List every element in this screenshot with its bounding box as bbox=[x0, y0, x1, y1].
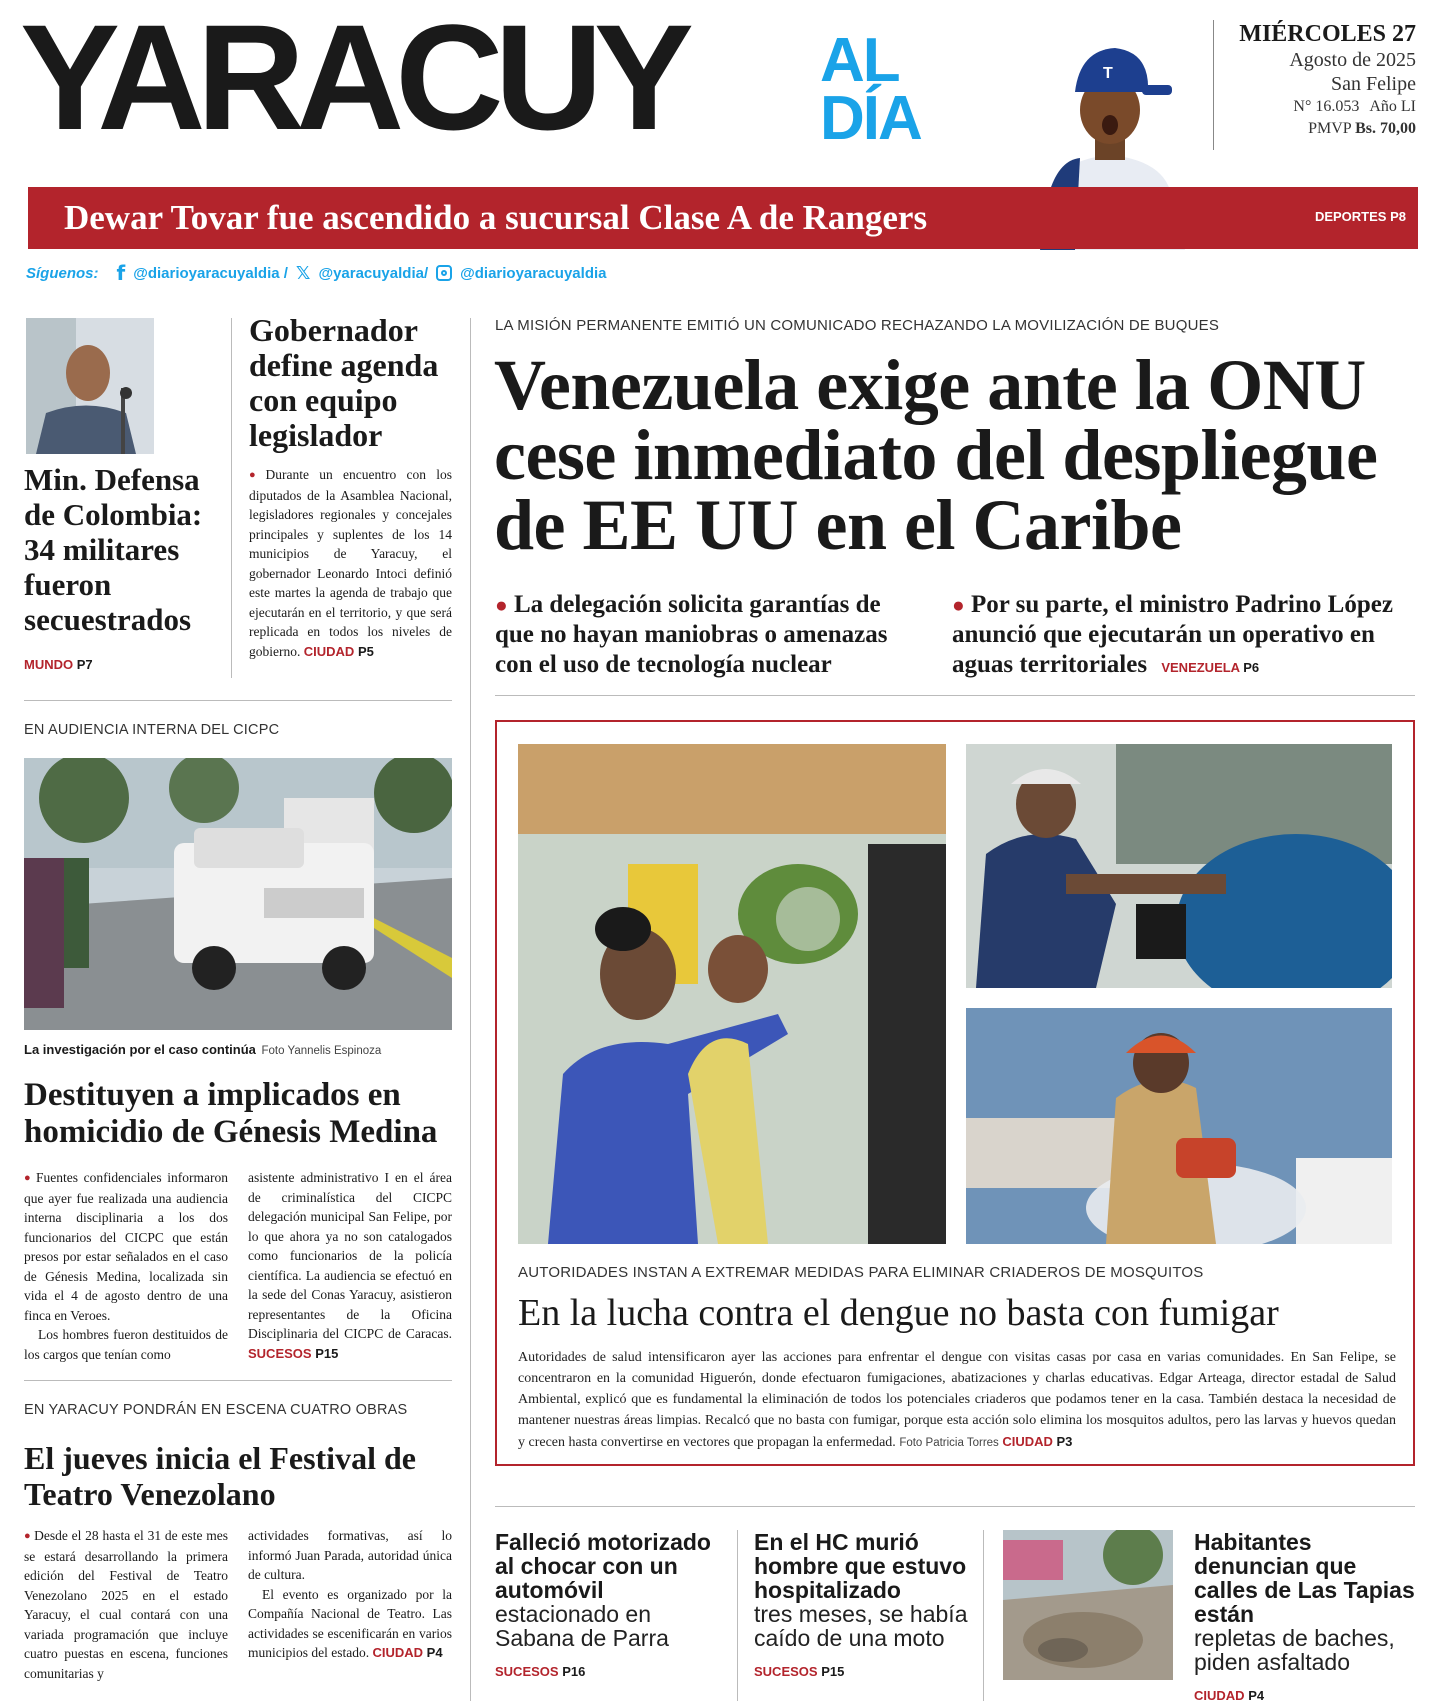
brief-section-ref[interactable]: SUCESOS P16 bbox=[495, 1664, 586, 1679]
banner-headline: Dewar Tovar fue ascendido a sucursal Clase A de Rangers bbox=[64, 198, 928, 237]
dengue-article bbox=[518, 1347, 1396, 1454]
cicpc-caption-text: La investigación por el caso continúa bbox=[24, 1042, 256, 1057]
price-label: PMVP bbox=[1308, 120, 1352, 137]
date-block bbox=[1220, 20, 1416, 140]
dengue-section-ref[interactable]: CIUDAD P3 bbox=[1002, 1434, 1073, 1449]
onu-point-1: ● La delegación solicita garantías de que no hayan maniobras o amenazas con el uso de tecnología nuclear bbox=[495, 591, 888, 678]
teatro-section-ref[interactable]: CIUDAD P4 bbox=[372, 1645, 443, 1660]
onu-point-2: ● Por su parte, el ministro Padrino López anunció que ejecutarán un operativo en aguas territoriales VENEZUELA P6 bbox=[952, 591, 1393, 678]
brief-item[interactable] bbox=[754, 1530, 974, 1679]
dengue-kicker: AUTORIDADES INSTAN A EXTREMAR MEDIDAS PARA ELIMINAR CRIADEROS DE MOSQUITOS bbox=[518, 1264, 1204, 1281]
teatro-body-col1: ● Desde el 28 hasta el 31 de este mes se estará desarrollando la primera edición del Festival de Teatro Venezolano 2025 en el estado Yaracuy, el cual contará con una variada programación que incluye cuatro puestas en escena, funciones comunitarias y bbox=[24, 1526, 228, 1683]
teatro-headline[interactable]: El jueves inicia el Festival de Teatro Venezolano bbox=[24, 1440, 416, 1512]
social-label: Síguenos: bbox=[26, 264, 99, 282]
dengue-fumigation-photo bbox=[966, 1008, 1392, 1244]
date-month: Agosto de 2025 bbox=[1289, 49, 1416, 71]
main-column-divider bbox=[470, 318, 471, 1701]
price-value: Bs. 70,00 bbox=[1355, 120, 1416, 137]
brief-subtitle: repletas de baches, piden asfaltado bbox=[1194, 1625, 1395, 1675]
cicpc-caption bbox=[24, 1042, 381, 1057]
facebook-handle[interactable]: @diarioyaracuyaldia / bbox=[133, 264, 288, 282]
left-divider-2 bbox=[24, 1380, 452, 1381]
brief-subtitle: tres meses, se había caído de una moto bbox=[754, 1601, 968, 1651]
brief-divider-2 bbox=[983, 1530, 984, 1701]
onu-headline[interactable]: Venezuela exige ante la ONU cese inmediato del despliegue de EE UU en el Caribe bbox=[494, 345, 1378, 565]
onu-kicker: LA MISIÓN PERMANENTE EMITIÓ UN COMUNICADO RECHAZANDO LA MOVILIZACIÓN DE BUQUES bbox=[495, 317, 1220, 334]
x-icon[interactable]: 𝕏 bbox=[295, 262, 311, 284]
dengue-water-tank-photo bbox=[966, 744, 1392, 988]
cicpc-photo-credit: Foto Yannelis Espinoza bbox=[261, 1045, 382, 1057]
teatro-body-col2: actividades formativas, así lo informó Juan Parada, autoridad única de cultura. El evento es organizado por la Compañía Nacional de Teatro. Las actividades se escenificarán en varios municipios del estado. CIUDAD P4 bbox=[248, 1528, 452, 1660]
brief-section-ref[interactable]: CIUDAD P4 bbox=[1194, 1688, 1265, 1701]
masthead-logo[interactable] bbox=[20, 0, 950, 161]
las-tapias-street-photo bbox=[1003, 1530, 1173, 1680]
gobernador-article bbox=[249, 465, 452, 661]
brief-divider-1 bbox=[737, 1530, 738, 1701]
onu-divider bbox=[495, 695, 1415, 696]
col-divider-1 bbox=[231, 318, 232, 678]
facebook-icon[interactable]: f bbox=[116, 261, 126, 285]
instagram-handle[interactable]: @diarioyaracuyaldia bbox=[460, 264, 607, 282]
cicpc-section-ref[interactable]: SUCESOS P15 bbox=[248, 1345, 339, 1361]
briefs-divider bbox=[495, 1506, 1415, 1507]
masthead-divider bbox=[1213, 20, 1214, 150]
banner-section-ref: DEPORTES P8 bbox=[1314, 209, 1406, 224]
brief-title: Falleció motorizado al chocar con un automóvil bbox=[495, 1529, 711, 1603]
masthead-subname-line1: AL bbox=[820, 26, 899, 95]
onu-point-1-text: La delegación solicita garantías de que no hayan maniobras o amenazas con el uso de tecnología nuclear bbox=[495, 591, 888, 678]
onu-point-2-text: Por su parte, el ministro Padrino López anunció que ejecutarán un operativo en aguas territoriales bbox=[952, 591, 1393, 678]
masthead-subname-line2: DÍA bbox=[820, 84, 921, 153]
teatro-kicker: EN YARACUY PONDRÁN EN ESCENA CUATRO OBRAS bbox=[24, 1402, 408, 1418]
cicpc-photo bbox=[24, 758, 452, 1030]
brief-item[interactable] bbox=[495, 1530, 725, 1679]
colombia-minister-photo bbox=[26, 318, 154, 454]
instagram-icon[interactable] bbox=[436, 265, 452, 281]
svg-text:T: T bbox=[1103, 65, 1113, 82]
x-handle[interactable]: @yaracuyaldia/ bbox=[318, 264, 429, 282]
sports-banner[interactable] bbox=[28, 187, 1418, 249]
dengue-headline[interactable]: En la lucha contra el dengue no basta con fumigar bbox=[518, 1292, 1279, 1334]
dengue-photo-credit: Foto Patricia Torres bbox=[899, 1437, 999, 1449]
brief-title: En el HC murió hombre que estuvo hospitalizado bbox=[754, 1529, 967, 1603]
gobernador-section-ref[interactable]: CIUDAD P5 bbox=[303, 643, 374, 659]
social-bar bbox=[26, 262, 607, 284]
date-day: MIÉRCOLES 27 bbox=[1239, 21, 1416, 47]
issue-number: N° 16.053 bbox=[1293, 98, 1360, 115]
colombia-section-ref[interactable]: MUNDO P7 bbox=[24, 657, 93, 672]
gobernador-body: Durante un encuentro con los diputados de la Asamblea Nacional, legisladores regionales y concejales principales y suplentes de los 14 municipios de Yaracuy, el gobernador Leonardo Intoci definió este martes la agenda de trabajo que ejecutarán en el territorio, y que será replicada en todos los niveles de gobierno. bbox=[249, 467, 452, 659]
brief-item[interactable] bbox=[1194, 1530, 1424, 1701]
masthead-name: YARACUY bbox=[20, 0, 685, 161]
brief-subtitle: estacionado en Sabana de Parra bbox=[495, 1601, 669, 1651]
cicpc-body-col2: asistente administrativo I en el área de criminalística del CICPC delegación municipal San Felipe, por lo que ahora ya no son catalogados como funcionarios de la policía científica. La audiencia se efectuó en la sede del Conas Yaracuy, asistieron representantes de la Oficina Disciplinaria del CICPC de Caracas. SUCESOS P15 bbox=[248, 1170, 452, 1361]
left-divider-1 bbox=[24, 700, 452, 701]
brief-title: Habitantes denuncian que calles de Las Tapias están bbox=[1194, 1529, 1415, 1627]
issue-year: Año LI bbox=[1369, 98, 1416, 115]
gobernador-headline[interactable]: Gobernador define agenda con equipo legislador bbox=[249, 312, 439, 453]
dengue-main-photo bbox=[518, 744, 946, 1244]
colombia-headline[interactable]: Min. Defensa de Colombia: 34 militares fueron secuestrados bbox=[24, 462, 203, 637]
brief-section-ref[interactable]: SUCESOS P15 bbox=[754, 1664, 845, 1679]
dengue-body: Autoridades de salud intensificaron ayer las acciones para enfrentar el dengue con visitas casas por casa en varias comunidades. En San Felipe, se concentraron en la comunidad Higuerón, donde efectuaron fumigaciones, abatizaciones y charlas educativas. Edgar Arteaga, director estadal de Salud Ambiental, explicó que es fundamental la eliminación de todos los potenciales criaderos que podamos tener en la casa. También destaca la necesidad de mantener nuestras áreas limpias. Recalcó que no basta con fumigar, porque esta acción solo elimina los mosquitos adultos, pero las larvas y huevos quedan y crecen hasta convertirse en vectores que propagan la enfermedad. bbox=[518, 1350, 1396, 1450]
cicpc-body-col1: ● Fuentes confidenciales informaron que ayer fue realizada una audiencia interna disciplinaria a los dos funcionarios del CICPC que están presos por estar señalados en el caso de Génesis Medina, localizada sin vida el 4 de agosto dentro de una finca en Veroes. Los hombres fueron destituidos de los cargos que tenían como bbox=[24, 1168, 228, 1364]
onu-section-ref[interactable]: VENEZUELA P6 bbox=[1161, 660, 1260, 675]
city: San Felipe bbox=[1331, 73, 1416, 95]
cicpc-kicker: EN AUDIENCIA INTERNA DEL CICPC bbox=[24, 722, 280, 738]
cicpc-headline[interactable]: Destituyen a implicados en homicidio de Génesis Medina bbox=[24, 1077, 438, 1150]
